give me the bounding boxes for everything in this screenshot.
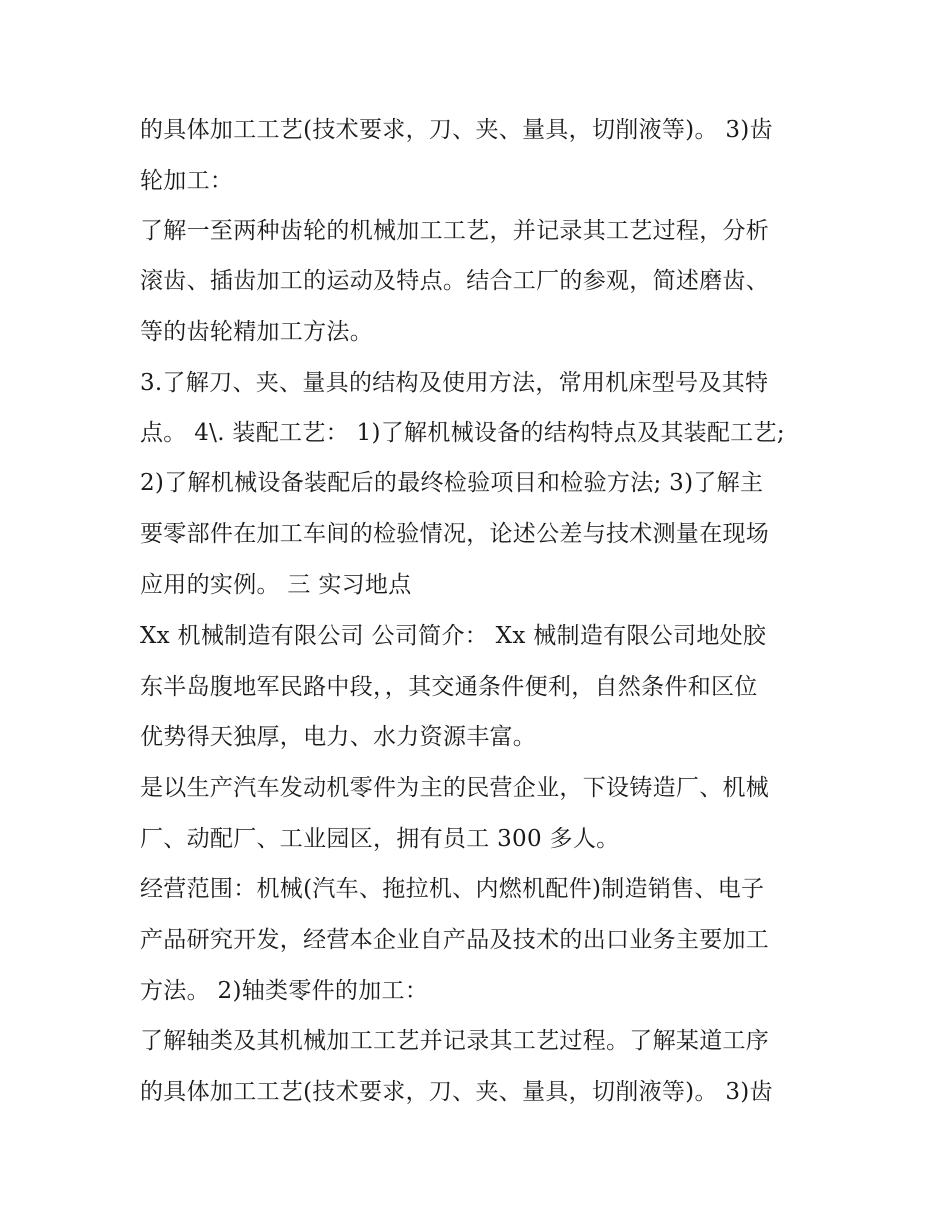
text-line: 东半岛腹地军民路中段，，其交通条件便利，自然条件和区位	[140, 674, 758, 700]
text-line: 了解轴类及其机械加工工艺并记录其工艺过程。了解某道工序	[140, 1028, 770, 1054]
text-line: Xx 机械制造有限公司 公司简介： Xx 械制造有限公司地处胶	[140, 623, 767, 649]
text-line: 2)了解机械设备装配后的最终检验项目和检验方法; 3)了解主	[140, 470, 764, 496]
text-line: 方法。 2)轴类零件的加工：	[140, 978, 429, 1004]
text-line: 滚齿、插齿加工的运动及特点。结合工厂的参观，简述磨齿、	[140, 268, 770, 294]
text-line: 厂、动配厂、工业园区，拥有员工 300 多人。	[140, 826, 620, 852]
text-line: 产品研究开发，经营本企业自产品及技术的出口业务主要加工	[140, 927, 770, 953]
text-line: 轮加工：	[140, 168, 234, 194]
text-line: 优势得天独厚，电力、水力资源丰富。	[140, 724, 537, 750]
text-line: 的具体加工工艺(技术要求，刀、夹、量具，切削液等)。 3)齿	[140, 117, 773, 143]
text-line: 是以生产汽车发动机零件为主的民营企业，下设铸造厂、机械	[140, 775, 770, 801]
text-line: 点。 4\. 装配工艺： 1)了解机械设备的结构特点及其装配工艺;	[140, 420, 785, 446]
text-line: 应用的实例。 三 实习地点	[140, 572, 412, 598]
text-line: 了解一至两种齿轮的机械加工工艺，并记录其工艺过程，分析	[140, 218, 770, 244]
text-line: 等的齿轮精加工方法。	[140, 319, 373, 345]
text-line: 经营范围：机械(汽车、拖拉机、内燃机配件)制造销售、电子	[140, 876, 765, 902]
text-line: 要零部件在加工车间的检验情况，论述公差与技术测量在现场	[140, 521, 770, 547]
text-line: 3.了解刀、夹、量具的结构及使用方法，常用机床型号及其特	[140, 370, 769, 396]
text-line: 的具体加工工艺(技术要求，刀、夹、量具，切削液等)。 3)齿	[140, 1079, 773, 1105]
